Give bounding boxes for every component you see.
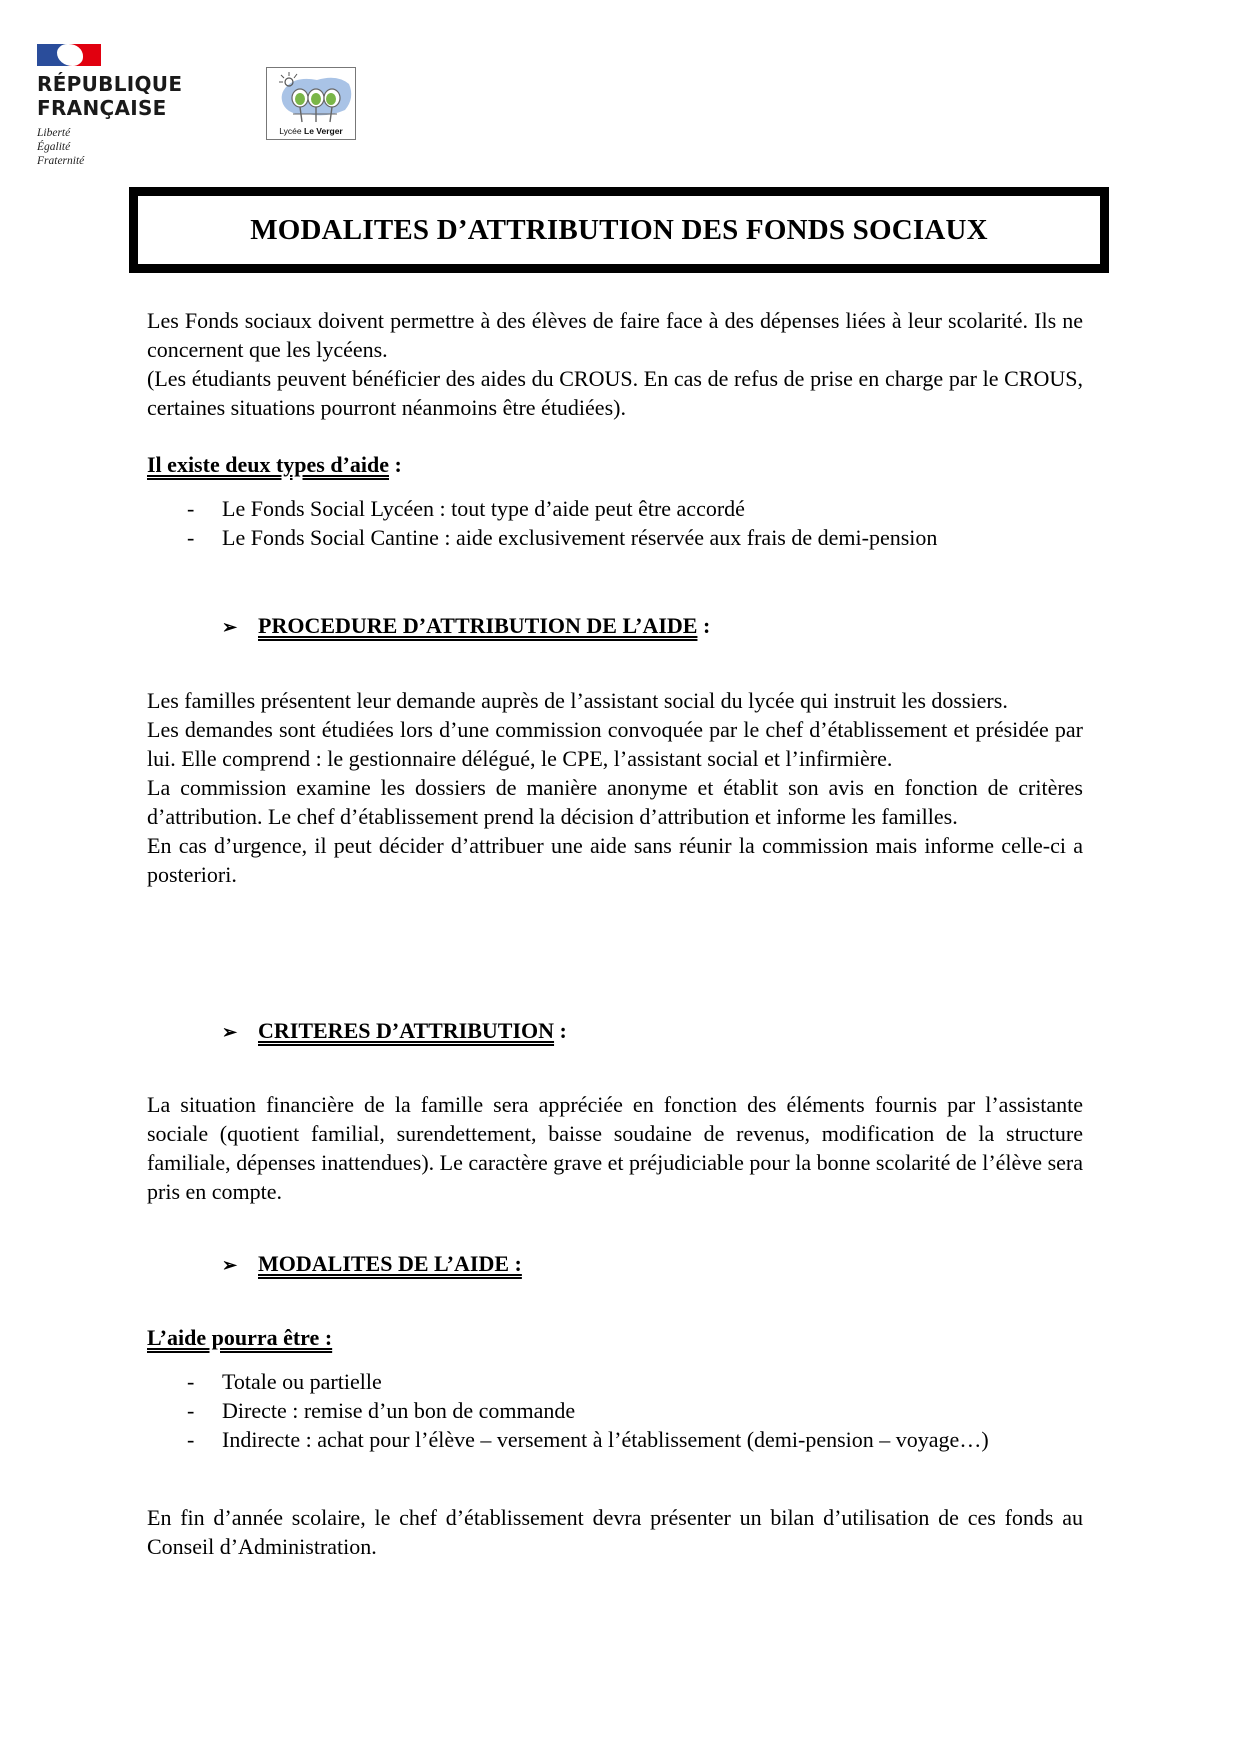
republic-name-line2: FRANÇAISE: [37, 96, 167, 120]
modality-indirect: Indirecte : achat pour l’élève – versement à l’établissement (demi-pension – voyage…): [222, 1427, 989, 1452]
dash-bullet-icon: -: [187, 496, 195, 521]
criteria-heading-text: CRITERES D’ATTRIBUTION: [258, 1018, 555, 1043]
school-logo-caption: [267, 126, 355, 136]
procedure-paragraph-3: La commission examine les dossiers de manière anonyme et établit son avis en fonction de critères d’attribution. Le chef d’établissement prend la décision d’attribution et informe les familles.: [147, 775, 1083, 829]
motto-egalite: Égalité: [37, 141, 71, 153]
school-logo: [266, 67, 356, 140]
procedure-heading-text: PROCEDURE D’ATTRIBUTION DE L’AIDE: [258, 613, 698, 638]
procedure-paragraph-1: Les familles présentent leur demande auprès de l’assistant social du lycée qui instruit les dossiers.: [147, 688, 1008, 713]
republic-name: [37, 72, 197, 120]
dash-bullet-icon: -: [187, 1369, 195, 1394]
aid-types-heading: [147, 450, 1083, 479]
modalities-subheading-text: L’aide pourra être :: [147, 1325, 333, 1350]
intro-paragraph-2: (Les étudiants peuvent bénéficier des aides du CROUS. En cas de refus de prise en charge par le CROUS, certaines situations pourront néanmoins être étudiées).: [147, 366, 1083, 420]
modalities-heading: [222, 1249, 522, 1280]
procedure-heading: [222, 611, 710, 642]
school-logo-caption-prefix: Lycée: [279, 126, 302, 136]
school-trees-logo-icon: [267, 68, 355, 126]
arrow-bullet-icon: ➢: [222, 1022, 238, 1042]
closing-section: [147, 1503, 1083, 1561]
aid-types-heading-text: Il existe deux types d’aide: [147, 452, 389, 477]
aid-type-lycee: Le Fonds Social Lycéen : tout type d’aide peut être accordé: [222, 496, 745, 521]
criteria-paragraph: La situation financière de la famille sera appréciée en fonction des éléments fournis par l’assistante sociale (quotient familial, surendettement, baisse soudaine de revenus, modification de la structure familiale, dépenses inattendues). Le caractère grave et préjudiciable pour la bonne scolarité de l’élève sera pris en compte.: [147, 1092, 1083, 1204]
motto-liberte: Liberté: [37, 127, 71, 139]
modality-total: Totale ou partielle: [222, 1369, 382, 1394]
dash-bullet-icon: -: [187, 1427, 195, 1452]
aid-types-heading-suffix: :: [389, 452, 402, 477]
modalities-section: [147, 1323, 1083, 1454]
modalities-heading-text: MODALITES DE L’AIDE :: [258, 1251, 522, 1276]
modalities-list: [147, 1367, 1083, 1454]
criteria-heading: [222, 1016, 567, 1047]
modalities-subheading: [147, 1323, 1083, 1352]
closing-paragraph: En fin d’année scolaire, le chef d’établissement devra présenter un bilan d’utilisation de ces fonds au Conseil d’Administration.: [147, 1505, 1083, 1559]
criteria-heading-suffix: :: [554, 1018, 567, 1043]
procedure-paragraph-2: Les demandes sont étudiées lors d’une commission convoquée par le chef d’établissement et présidée par lui. Elle comprend : le gestionnaire délégué, le CPE, l’assistant social et l’infirmière.: [147, 717, 1083, 771]
list-item: [147, 523, 1083, 552]
arrow-bullet-icon: ➢: [222, 1255, 238, 1275]
arrow-bullet-icon: ➢: [222, 617, 238, 637]
page-title: MODALITES D’ATTRIBUTION DES FONDS SOCIAUX: [250, 213, 988, 246]
procedure-heading-suffix: :: [697, 613, 711, 638]
intro-paragraph-1: Les Fonds sociaux doivent permettre à des élèves de faire face à des dépenses liées à leur scolarité. Ils ne concernent que les lycéens.: [147, 308, 1083, 362]
dash-bullet-icon: -: [187, 1398, 195, 1423]
criteria-section: [147, 1090, 1083, 1206]
list-item: [147, 1367, 1083, 1396]
procedure-section: [147, 686, 1083, 889]
marianne-flag-icon: [37, 44, 101, 66]
republic-motto: [37, 126, 197, 168]
school-logo-caption-name: Le Verger: [304, 126, 343, 136]
list-item: [147, 1425, 1083, 1454]
dash-bullet-icon: -: [187, 525, 195, 550]
procedure-paragraph-4: En cas d’urgence, il peut décider d’attribuer une aide sans réunir la commission mais informe celle-ci a posteriori.: [147, 833, 1083, 887]
list-item: [147, 1396, 1083, 1425]
title-box: [129, 187, 1109, 273]
motto-fraternite: Fraternité: [37, 155, 85, 167]
intro-section: [147, 306, 1083, 422]
aid-type-cantine: Le Fonds Social Cantine : aide exclusivement réservée aux frais de demi-pension: [222, 525, 938, 550]
list-item: [147, 494, 1083, 523]
modality-direct: Directe : remise d’un bon de commande: [222, 1398, 576, 1423]
aid-types-section: [147, 450, 1083, 552]
aid-types-list: [147, 494, 1083, 552]
republic-name-line1: RÉPUBLIQUE: [37, 72, 183, 96]
republique-francaise-logo: [37, 44, 197, 168]
